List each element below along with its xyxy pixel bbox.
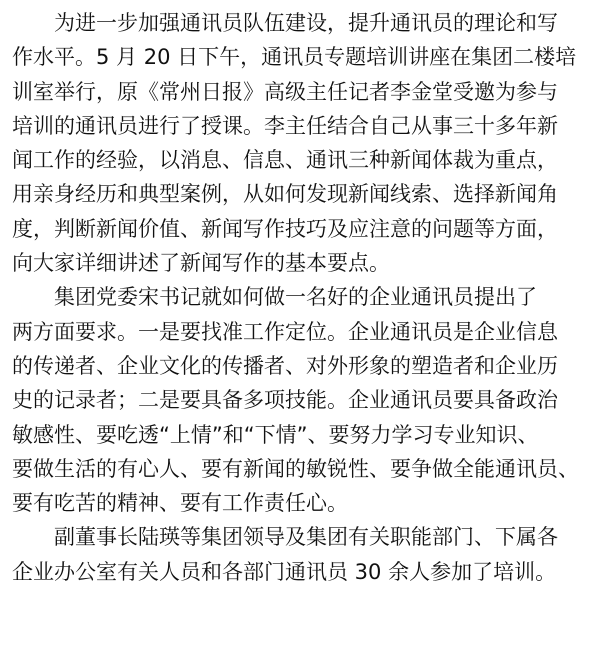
text-line: 闻工作的经验，以消息、信息、通讯三种新闻体裁为重点， (12, 148, 558, 173)
text-line: 要做生活的有心人、要有新闻的敏锐性、要争做全能通讯员、 (12, 456, 579, 481)
text-line: 用亲身经历和典型案例，从如何发现新闻线索、选择新闻角 (12, 182, 558, 207)
text-line: 集团党委宋书记就如何做一名好的企业通讯员提出了 (54, 285, 537, 310)
paragraph-training-lecture (12, 6, 584, 280)
text-line: 向大家详细讲述了新闻写作的基本要点。 (12, 251, 390, 276)
text-line: 作水平。5 月 20 日下午，通讯员专题培训讲座在集团二楼培 (12, 45, 577, 70)
text-line: 为进一步加强通讯员队伍建设，提升通讯员的理论和写 (54, 11, 558, 35)
paragraph-attendees (12, 520, 584, 589)
text-line: 企业办公室有关人员和各部门通讯员 30 余人参加了培训。 (12, 559, 557, 584)
text-line: 副董事长陆瑛等集团领导及集团有关职能部门、下属各 (54, 525, 558, 550)
text-line: 训室举行，原《常州日报》高级主任记者李金堂受邀为参与 (12, 79, 558, 104)
text-line: 的传递者、企业文化的传播者、对外形象的塑造者和企业历 (12, 353, 558, 378)
text-line: 培训的通讯员进行了授课。李主任结合自己从事三十多年新 (12, 113, 558, 138)
text-line: 两方面要求。一是要找准工作定位。企业通讯员是企业信息 (12, 319, 558, 344)
paragraph-party-secretary-requirements (12, 280, 584, 520)
text-line: 史的记录者；二是要具备多项技能。企业通讯员要具备政治 (12, 388, 558, 413)
text-line: 要有吃苦的精神、要有工作责任心。 (12, 491, 348, 516)
text-line: 度，判断新闻价值、新闻写作技巧及应注意的问题等方面， (12, 216, 558, 241)
text-line: 敏感性、要吃透“上情”和“下情”、要努力学习专业知识、 (12, 422, 539, 447)
